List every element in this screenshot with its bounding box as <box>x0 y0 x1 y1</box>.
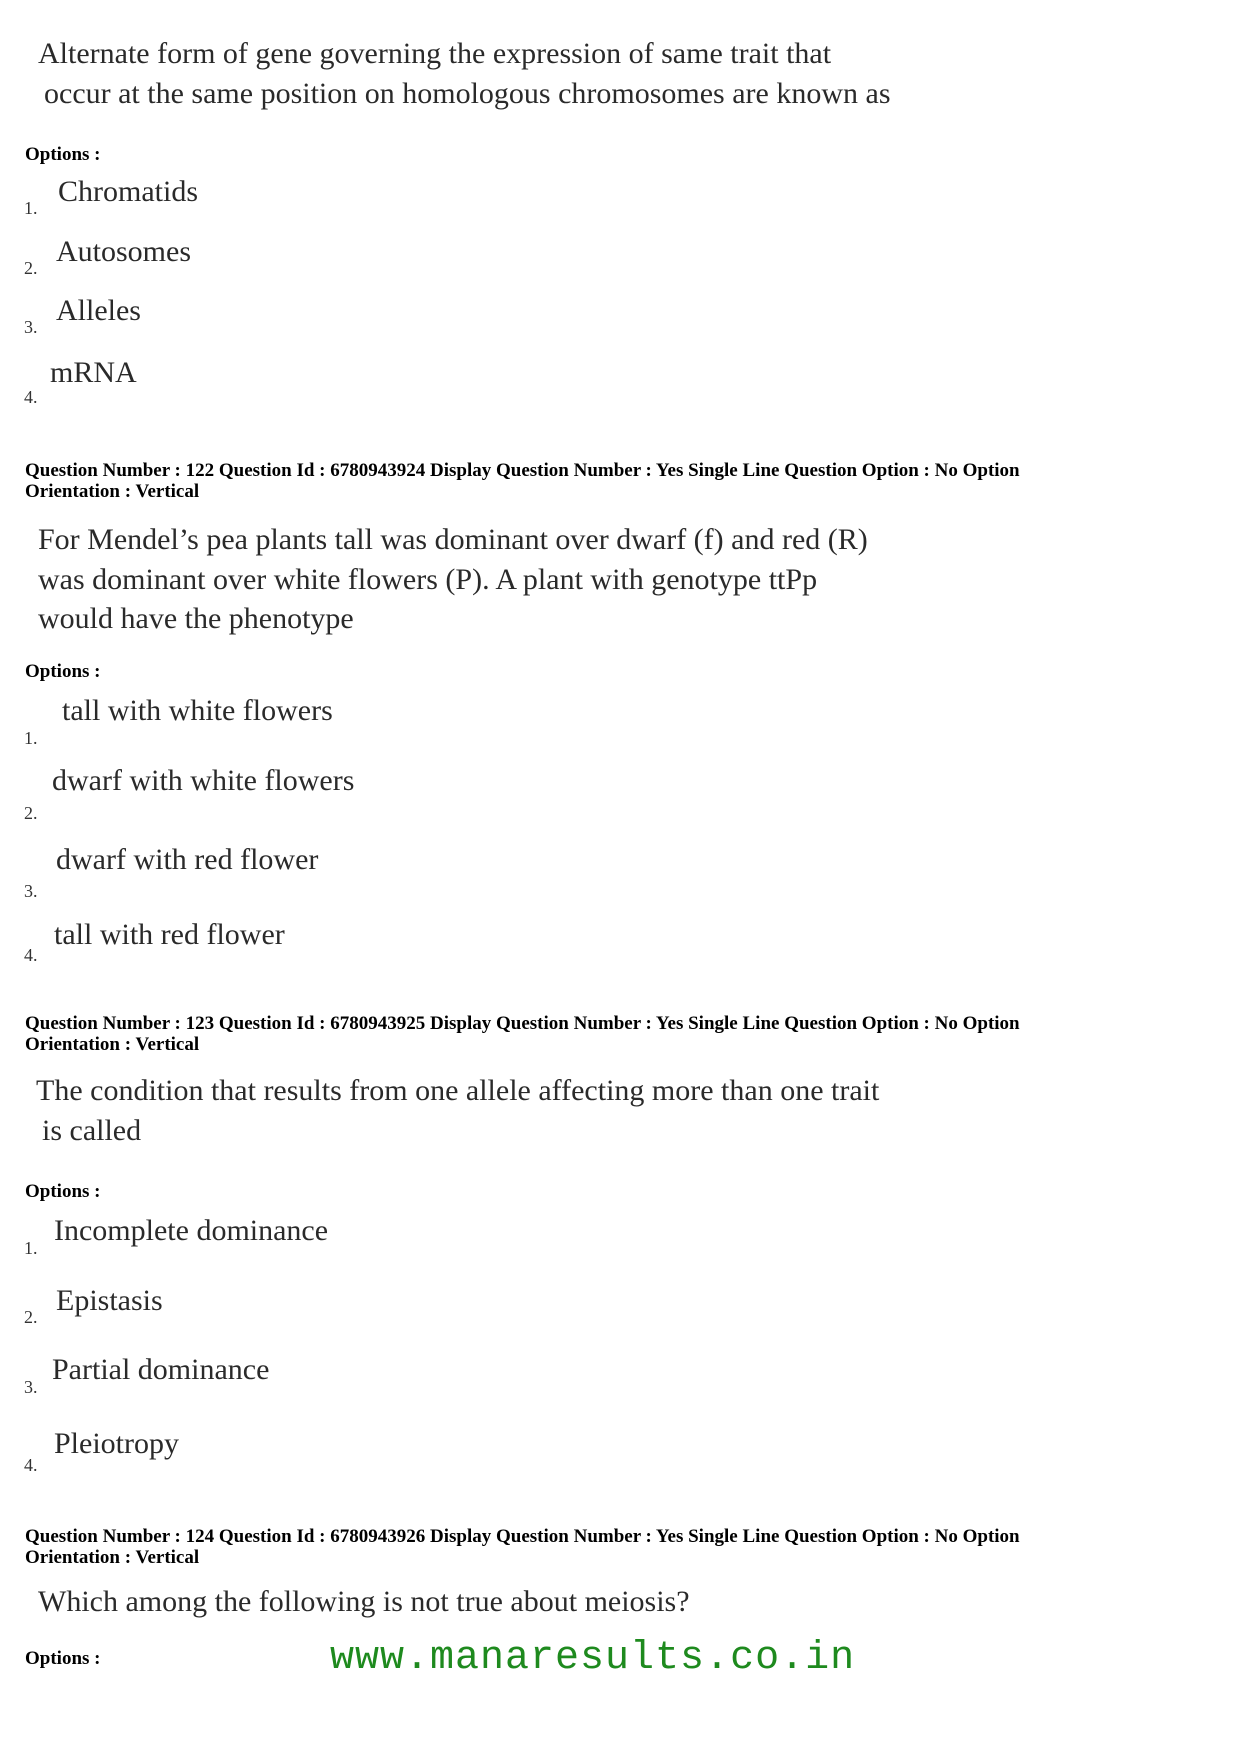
option-text: dwarf with red flower <box>56 843 319 876</box>
option-number: 4. <box>24 945 38 965</box>
q123-text-line-1: The condition that results from one allele affecting more than one trait <box>36 1074 880 1107</box>
option-text: Partial dominance <box>52 1353 270 1386</box>
q122-text-line-3: would have the phenotype <box>38 602 354 635</box>
option-text: dwarf with white flowers <box>52 764 355 797</box>
option-number: 3. <box>24 317 38 337</box>
option-number: 2. <box>24 1307 38 1327</box>
option-number: 3. <box>24 881 38 901</box>
option-text: Chromatids <box>58 175 198 208</box>
option-number: 2. <box>24 803 38 823</box>
q124-text-line-1: Which among the following is not true about meiosis? <box>38 1585 690 1618</box>
option-text: Autosomes <box>56 235 191 268</box>
q124-meta-line-2: Orientation : Vertical <box>25 1547 200 1568</box>
option-text: Epistasis <box>56 1284 163 1317</box>
q124-options-label: Options : <box>25 1648 101 1669</box>
q122-meta-line-1: Question Number : 122 Question Id : 6780943924 Display Question Number : Yes Single Line Question Option : No Option <box>25 460 1020 481</box>
q123-meta-line-1: Question Number : 123 Question Id : 6780943925 Display Question Number : Yes Single Line Question Option : No Option <box>25 1013 1020 1034</box>
q121-text-line-2: occur at the same position on homologous chromosomes are known as <box>44 77 891 110</box>
q123-meta-line-2: Orientation : Vertical <box>25 1034 200 1055</box>
q123-options-label: Options : <box>25 1181 101 1202</box>
q122-meta-line-2: Orientation : Vertical <box>25 481 200 502</box>
option-number: 2. <box>24 258 38 278</box>
q123-text-line-2: is called <box>42 1114 142 1147</box>
q121-options-label: Options : <box>25 144 101 165</box>
q122-text-line-1: For Mendel’s pea plants tall was dominant over dwarf (f) and red (R) <box>38 523 868 556</box>
q121-text-line-1: Alternate form of gene governing the expression of same trait that <box>38 37 832 70</box>
option-text: mRNA <box>50 356 137 389</box>
option-number: 4. <box>24 1455 38 1475</box>
q122-text-line-2: was dominant over white flowers (P). A plant with genotype ttPp <box>38 563 818 596</box>
option-text: Pleiotropy <box>54 1427 179 1460</box>
option-text: tall with white flowers <box>62 694 333 727</box>
option-number: 1. <box>24 1238 38 1258</box>
option-text: Incomplete dominance <box>54 1214 329 1247</box>
option-text: tall with red flower <box>54 918 285 951</box>
website-watermark: www.manaresults.co.in <box>330 1636 856 1681</box>
option-text: Alleles <box>56 294 141 327</box>
q124-meta-line-1: Question Number : 124 Question Id : 6780943926 Display Question Number : Yes Single Line Question Option : No Option <box>25 1526 1020 1547</box>
option-number: 4. <box>24 387 38 407</box>
option-number: 1. <box>24 728 38 748</box>
option-number: 1. <box>24 198 38 218</box>
q122-options-label: Options : <box>25 661 101 682</box>
option-number: 3. <box>24 1377 38 1397</box>
